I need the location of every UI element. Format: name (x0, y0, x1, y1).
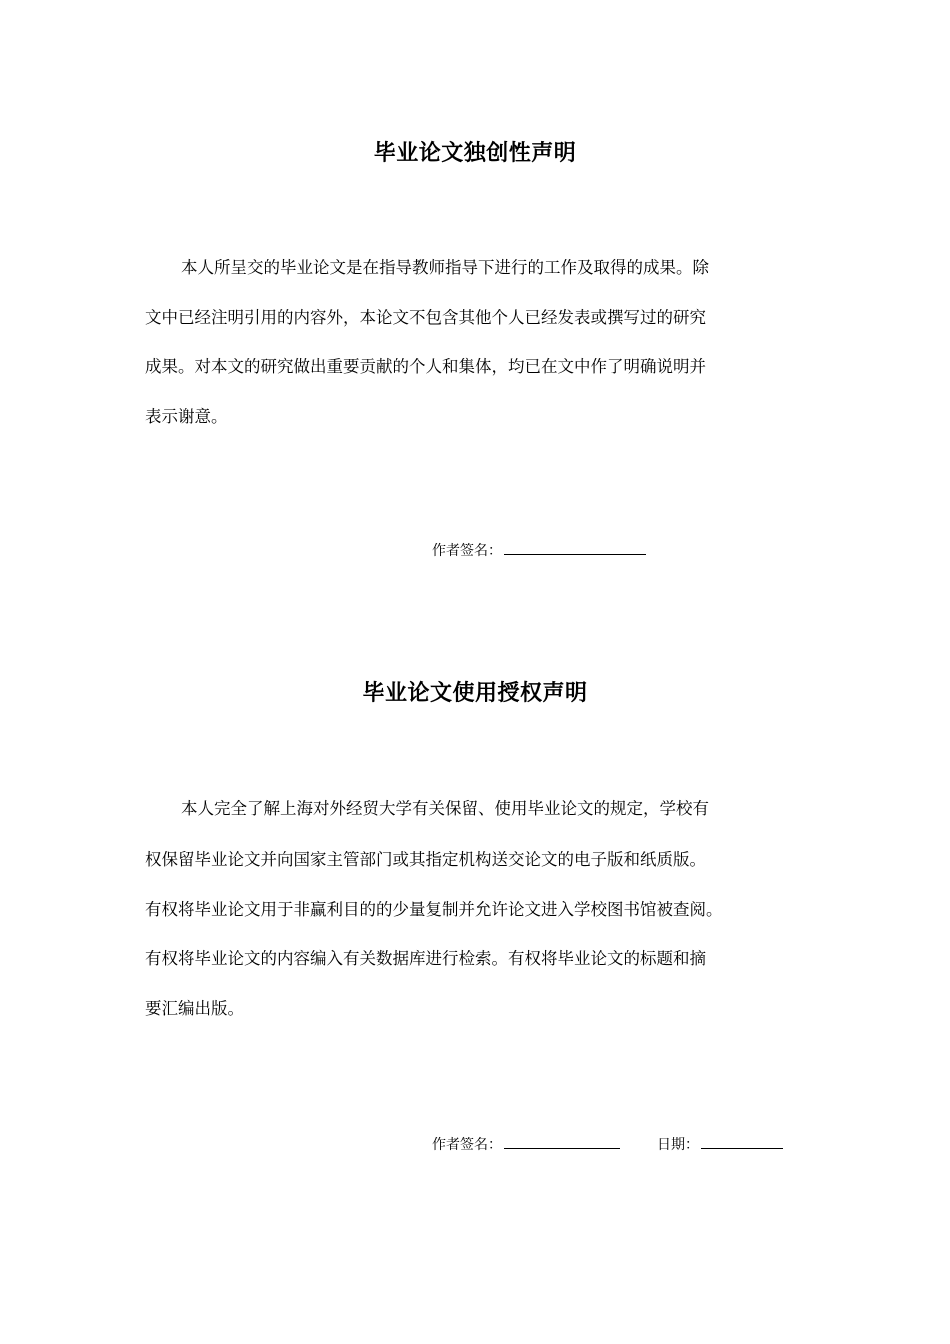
authorization-line-2: 权保留毕业论文并向国家主管部门或其指定机构送交论文的电子版和纸质版。 (145, 850, 706, 869)
authorization-line-3: 有权将毕业论文用于非赢利目的的少量复制并允许论文进入学校图书馆被查阅。 (145, 900, 723, 919)
originality-signature-field[interactable] (504, 540, 646, 555)
authorization-date-field[interactable] (701, 1134, 783, 1149)
authorization-line-1: 本人完全了解上海对外经贸大学有关保留、使用毕业论文的规定，学校有 (181, 799, 709, 818)
authorization-date (657, 1134, 783, 1154)
authorization-line-5: 要汇编出版。 (145, 999, 244, 1018)
originality-line-2: 文中已经注明引用的内容外，本论文不包含其他个人已经发表或撰写过的研究 (145, 308, 706, 327)
authorization-line-4: 有权将毕业论文的内容编入有关数据库进行检索。有权将毕业论文的标题和摘 (145, 949, 706, 968)
originality-line-3: 成果。对本文的研究做出重要贡献的个人和集体，均已在文中作了明确说明并 (145, 357, 706, 376)
authorization-signature (432, 1134, 620, 1154)
originality-title: 毕业论文独创性声明 (373, 141, 577, 166)
authorization-signature-field[interactable] (504, 1134, 620, 1149)
authorization-date-label: 日期： (657, 1137, 699, 1153)
originality-line-4: 表示谢意。 (145, 407, 228, 426)
originality-signature (432, 540, 646, 560)
authorization-signature-label: 作者签名： (432, 1137, 502, 1153)
originality-line-1: 本人所呈交的毕业论文是在指导教师指导下进行的工作及取得的成果。除 (181, 258, 709, 277)
authorization-title: 毕业论文使用授权声明 (362, 681, 588, 706)
originality-signature-label: 作者签名： (432, 543, 502, 559)
